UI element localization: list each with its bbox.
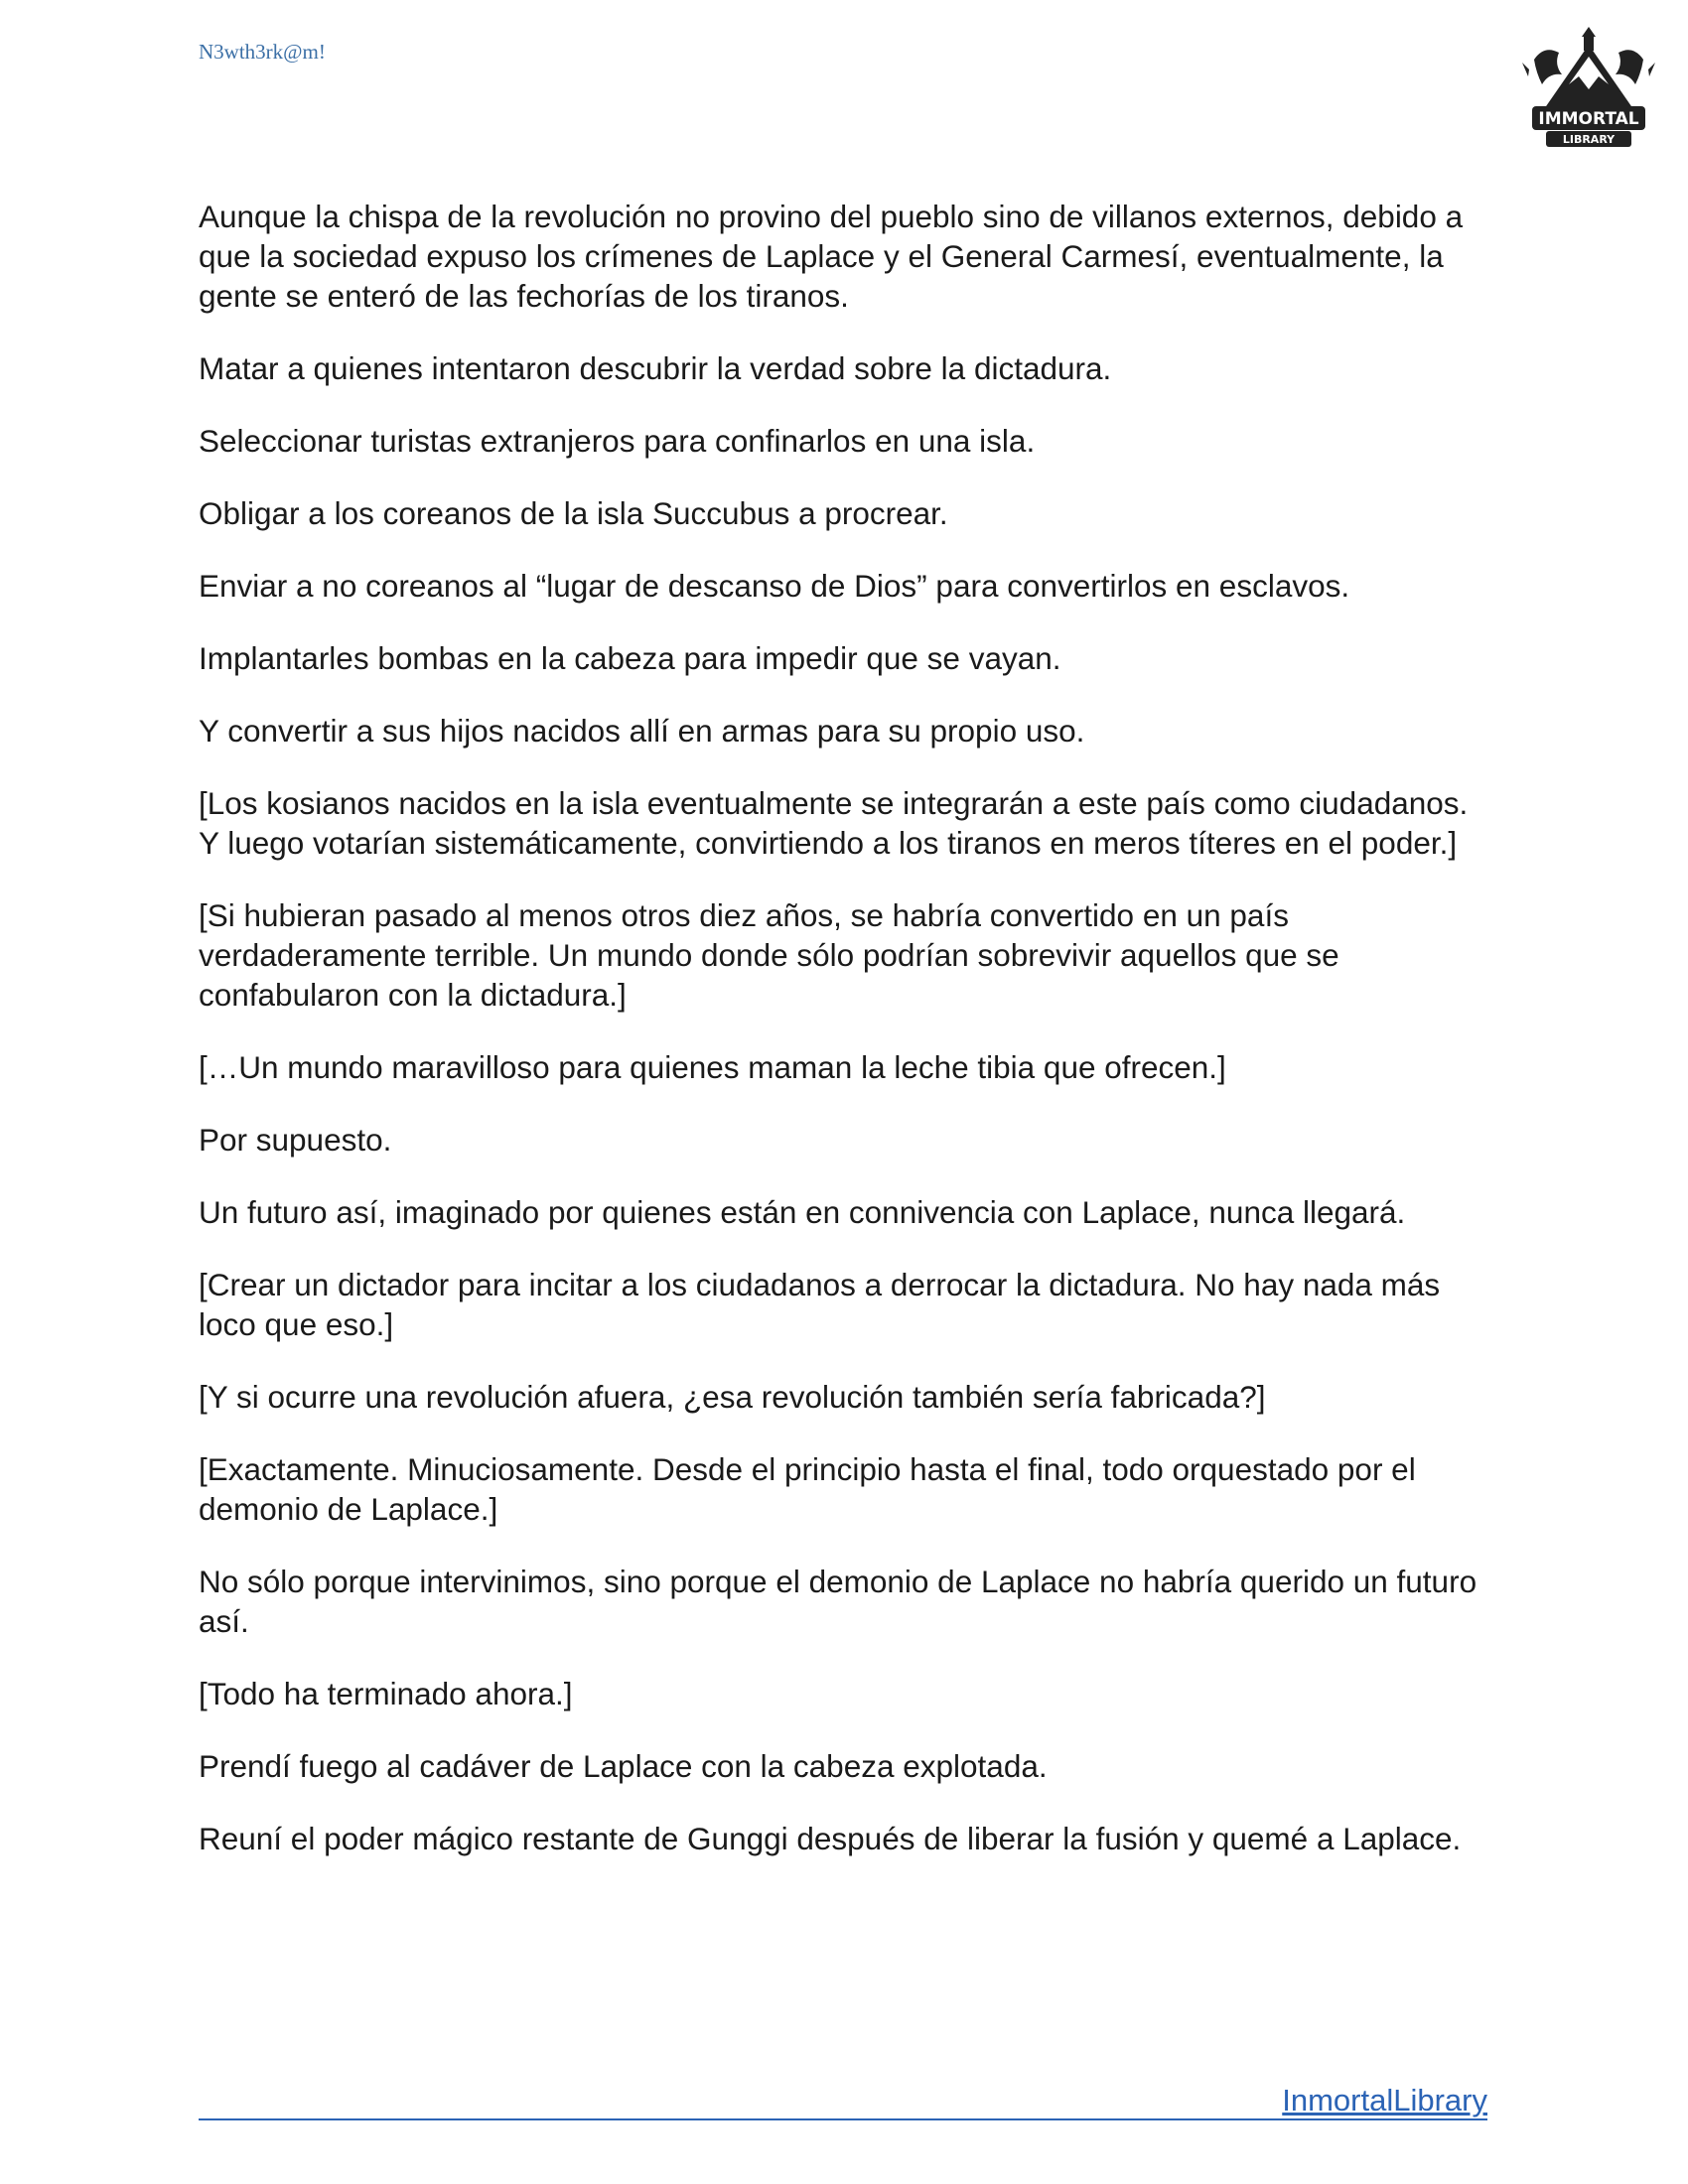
document-body (199, 197, 1489, 1891)
paragraph: Por supuesto. (199, 1122, 392, 1158)
paragraph: Enviar a no coreanos al “lugar de descanso de Dios” para convertirlos en esclavos. (199, 568, 1350, 604)
paragraph: Matar a quienes intentaron descubrir la verdad sobre la dictadura. (199, 350, 1112, 386)
paragraph: Un futuro así, imaginado por quienes están en connivencia con Laplace, nunca llegará. (199, 1194, 1406, 1230)
paragraph: Obligar a los coreanos de la isla Succubus a procrear. (199, 495, 948, 531)
logo-line1: IMMORTAL (1538, 109, 1639, 129)
footer-link[interactable]: InmortalLibrary (1282, 2083, 1487, 2117)
paragraph: Seleccionar turistas extranjeros para confinarlos en una isla. (199, 423, 1036, 459)
immortal-library-logo (1514, 15, 1663, 164)
paragraph: [Los kosianos nacidos en la isla eventualmente se integrarán a este país como ciudadanos. Y luego votarían sistemáticamente, convirtiendo a los tiranos en meros títeres en el poder.] (199, 785, 1469, 861)
paragraph: Aunque la chispa de la revolución no provino del pueblo sino de villanos externos, debido a que la sociedad expuso los crímenes de Laplace y el General Carmesí, eventualmente, la gente se enteró de las fechorías de los tiranos. (199, 199, 1464, 314)
paragraph: No sólo porque intervinimos, sino porque el demonio de Laplace no habría querido un futuro así. (199, 1564, 1477, 1639)
paragraph: Y convertir a sus hijos nacidos allí en armas para su propio uso. (199, 713, 1085, 749)
paragraph: Reuní el poder mágico restante de Gunggi después de liberar la fusión y quemé a Laplace. (199, 1821, 1462, 1856)
paragraph: [Y si ocurre una revolución afuera, ¿esa revolución también sería fabricada?] (199, 1379, 1266, 1415)
paragraph: [Si hubieran pasado al menos otros diez años, se habría convertido en un país verdaderamente terrible. Un mundo donde sólo podrían sobrevivir aquellos que se confabularon con la dictadura.] (199, 897, 1339, 1013)
header-watermark: N3wth3rk@m! (199, 40, 326, 64)
footer (199, 2079, 1487, 2120)
paragraph: [Todo ha terminado ahora.] (199, 1676, 573, 1711)
paragraph: Prendí fuego al cadáver de Laplace con la cabeza explotada. (199, 1748, 1048, 1784)
logo-line2: LIBRARY (1562, 133, 1616, 146)
paragraph: […Un mundo maravilloso para quienes maman la leche tibia que ofrecen.] (199, 1049, 1226, 1085)
paragraph: Implantarles bombas en la cabeza para impedir que se vayan. (199, 640, 1061, 676)
paragraph: [Crear un dictador para incitar a los ciudadanos a derrocar la dictadura. No hay nada más loco que eso.] (199, 1267, 1441, 1342)
paragraph: [Exactamente. Minuciosamente. Desde el principio hasta el final, todo orquestado por el demonio de Laplace.] (199, 1451, 1416, 1527)
